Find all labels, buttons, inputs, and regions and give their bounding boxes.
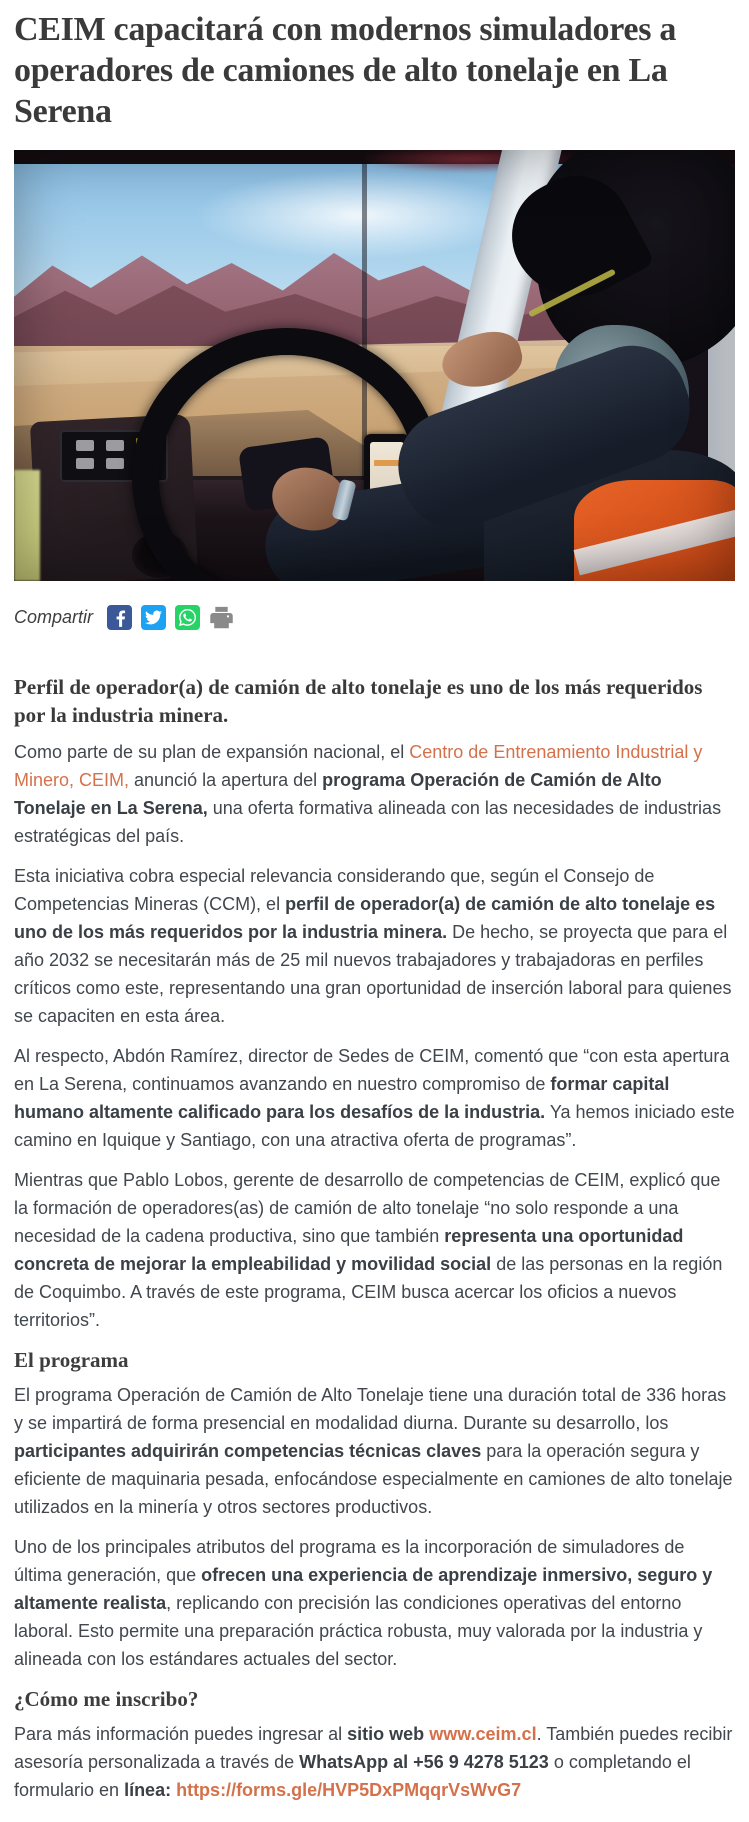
inline-link[interactable]: Centro de Entrenamiento Industrial y Minero, CEIM, (14, 742, 703, 790)
article-paragraph-5 (14, 1381, 735, 1521)
printer-icon (207, 604, 236, 631)
photo-vignette (14, 150, 735, 581)
text-run: sitio web (347, 1724, 430, 1744)
text-run: . También puedes recibir asesoría personalizada a través de (14, 1724, 733, 1772)
text-run: para la operación segura y eficiente de maquinaria pesada, enfocándose especialmente en camiones de alto tonelaje utilizados en la minería y otros sectores productivos. (14, 1441, 733, 1517)
facebook-icon (107, 605, 132, 630)
text-run: anunció la apertura del (129, 770, 323, 790)
inline-link[interactable]: https://forms.gle/HVP5DxPMqqrVsWvG7 (176, 1780, 522, 1800)
text-run: Para más información puedes ingresar al (14, 1724, 348, 1744)
article-paragraph-4 (14, 1166, 735, 1334)
share-label: Compartir (14, 606, 94, 627)
page-title: CEIM capacitará con modernos simuladores a operadores de camiones de alto tonelaje en La Serena (14, 11, 677, 130)
text-run: Al respecto, Abdón Ramírez, director de Sedes de CEIM, comentó que “con esta apertura en La Serena, continuamos avanzando en nuestro compromiso de (14, 1046, 730, 1094)
twitter-icon (145, 609, 162, 626)
text-run: o completando el formulario en (14, 1752, 691, 1800)
text-run: formar capital humano altamente calificado para los desafíos de la industria. (14, 1074, 670, 1122)
text-run: Ya hemos iniciado este camino en Iquique y Santiago, con una atractiva oferta de programas”. (14, 1102, 735, 1150)
section-heading-programa: El programa (14, 1348, 129, 1372)
share-bar (14, 603, 735, 631)
text-run: línea: (124, 1780, 177, 1800)
text-run: perfil de operador(a) de camión de alto tonelaje es uno de los más requeridos por la industria minera. (14, 894, 716, 942)
text-run: participantes adquirirán competencias técnicas claves (14, 1441, 482, 1461)
text-run: programa Operación de Camión de Alto Tonelaje en La Serena, (14, 770, 662, 818)
text-run: , replicando con precisión las condiciones operativas del entorno laboral. Esto permite una preparación práctica robusta, muy valorada por la industria y alineada con los estándares actuales del sector. (14, 1593, 703, 1669)
article-paragraph-1 (14, 738, 735, 850)
text-run: Como parte de su plan de expansión nacional, el (14, 742, 410, 762)
article-paragraph-3 (14, 1042, 735, 1154)
section-heading-inscribo: ¿Cómo me inscribo? (14, 1687, 199, 1711)
text-run: El programa Operación de Camión de Alto Tonelaje tiene una duración total de 336 horas y se impartirá de forma presencial en modalidad diurna. Durante su desarrollo, los (14, 1385, 727, 1433)
share-twitter-button[interactable] (141, 605, 166, 630)
text-run: ofrecen una experiencia de aprendizaje inmersivo, seguro y altamente realista (14, 1565, 713, 1613)
text-run: De hecho, se proyecta que para el año 2032 se necesitarán más de 25 mil nuevos trabajadores y trabajadoras en perfiles críticos como este, representando una gran oportunidad de inserción laboral para quienes se capaciten en esta área. (14, 922, 732, 1026)
text-run: Esta iniciativa cobra especial relevancia considerando que, según el Consejo de Competencias Mineras (CCM), el (14, 866, 655, 914)
share-whatsapp-button[interactable] (175, 605, 200, 630)
inline-link[interactable]: www.ceim.cl (429, 1724, 537, 1744)
article-paragraph-6 (14, 1533, 735, 1673)
text-run: de las personas en la región de Coquimbo. A través de este programa, CEIM busca acercar los oficios a nuevos territorios”. (14, 1254, 723, 1330)
whatsapp-icon (179, 609, 196, 626)
text-run: representa una oportunidad concreta de mejorar la empleabilidad y movilidad social (14, 1226, 684, 1274)
share-facebook-button[interactable] (107, 605, 132, 630)
text-run: WhatsApp al +56 9 4278 5123 (299, 1752, 549, 1772)
text-run: Mientras que Pablo Lobos, gerente de desarrollo de competencias de CEIM, explicó que la formación de operadores(as) de camión de alto tonelaje “no solo responde a una necesidad de la cadena productiva, sino que también (14, 1170, 721, 1246)
article-paragraph-7 (14, 1720, 735, 1804)
article-subheading: Perfil de operador(a) de camión de alto tonelaje es uno de los más requeridos por la industria minera. (14, 675, 703, 727)
text-run: una oferta formativa alineada con las necesidades de industrias estratégicas del país. (14, 798, 722, 846)
text-run: Uno de los principales atributos del programa es la incorporación de simuladores de última generación, que (14, 1537, 685, 1585)
hero-image (14, 150, 735, 581)
share-print-button[interactable] (209, 605, 234, 630)
article-paragraph-2 (14, 862, 735, 1030)
